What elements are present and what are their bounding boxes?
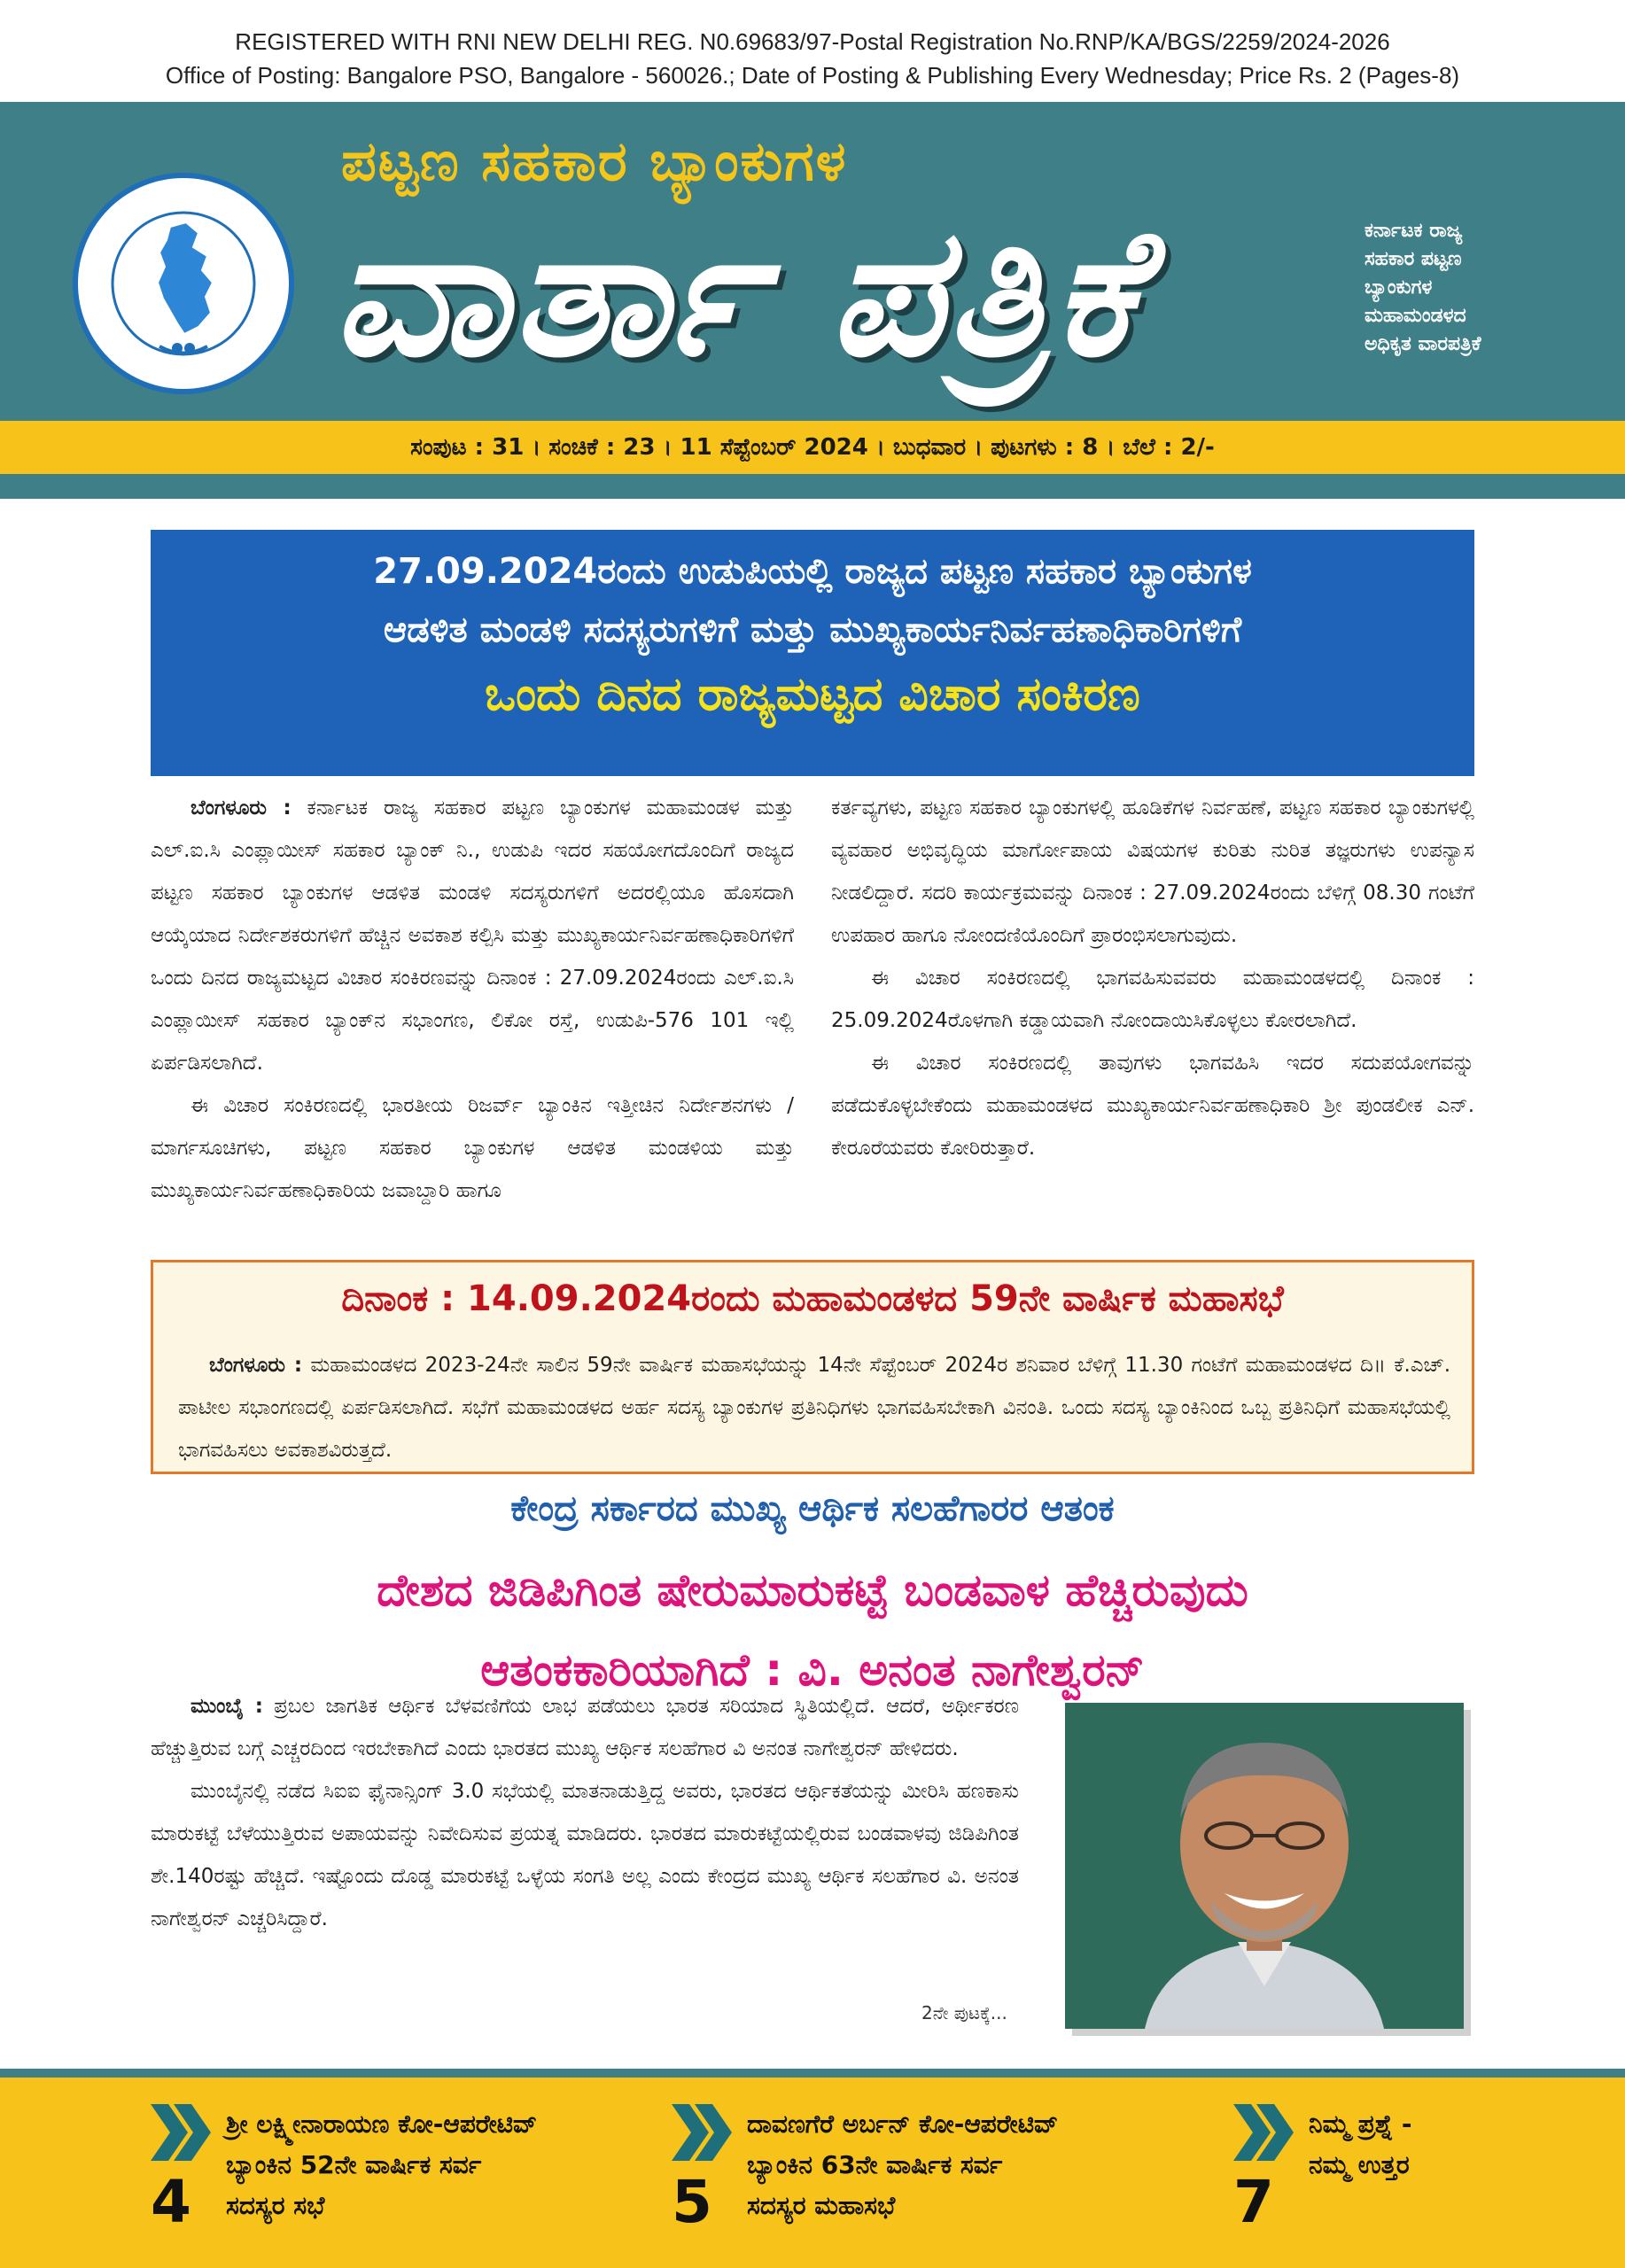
agm-notice-title: ದಿನಾಂಕ : 14.09.2024ರಂದು ಮಹಾಮಂಡಳದ 59ನೇ ವಾರ್ಷಿಕ ಮಹಾಸಭೆ [341,1278,1284,1319]
side-note-line: ಮಹಾಮಂಡಳದ [1365,305,1466,327]
teaser-line: ಬ್ಯಾಂಕಿನ 63ನೇ ವಾರ್ಷಿಕ ಸರ್ವ [747,2150,1003,2179]
federation-seal [73,173,294,394]
teaser-title [747,2104,1058,2226]
article2-paragraph [151,1685,1019,1770]
article1-column-left [151,787,794,1212]
masthead [0,102,1625,421]
teaser-page-number: 4 [151,2168,191,2236]
teaser-page-number: 5 [672,2168,712,2236]
side-note-line: ಸಹಕಾರ ಪಟ್ಟಣ [1365,248,1462,270]
masthead-divider [0,474,1625,499]
teaser-line: ನಿಮ್ಮ ಪ್ರಶ್ನೆ - [1309,2109,1412,2139]
article1-paragraph: ಈ ವಿಚಾರ ಸಂಕಿರಣದಲ್ಲಿ ಭಾರತೀಯ ರಿಜರ್ವ್ ಬ್ಯಾಂಕಿನ ಇತ್ತೀಚಿನ ನಿರ್ದೇಶನಗಳು / ಮಾರ್ಗಸೂಚಿಗಳು, ಪಟ್ಟಣ ಸಹಕಾರ ಬ್ಯಾಂಕುಗಳ ಆಡಳಿತ ಮಂಡಳಿಯ ಮತ್ತು ಮುಖ್ಯಕಾರ್ಯನಿರ್ವಹಣಾಧಿಕಾರಿಯ ಜವಾಬ್ದಾರಿ ಹಾಗೂ [151,1094,794,1202]
teaser-line: ಶ್ರೀ ಲಕ್ಷ್ಮೀನಾರಾಯಣ ಕೋ-ಆಪರೇಟಿವ್ [226,2109,538,2139]
side-note-line: ಬ್ಯಾಂಕುಗಳ [1365,276,1433,299]
teaser-line: ಸದಸ್ಯರ ಮಹಾಸಭೆ [747,2191,896,2220]
lead-headline-box [151,530,1474,776]
article1-paragraph: ಈ ವಿಚಾರ ಸಂಕಿರಣದಲ್ಲಿ ಭಾಗವಹಿಸುವವರು ಮಹಾಮಂಡಳದಲ್ಲಿ ದಿನಾಂಕ : 25.09.2024ರೊಳಗಾಗಿ ಕಡ್ಡಾಯವಾಗಿ ನೋಂದಾಯಿಸಿಕೊಳ್ಳಲು ಕೋರಲಾಗಿದೆ. [831,967,1474,1032]
side-note-line: ಅಧಿಕೃತ ವಾರಪತ್ರಿಕೆ [1365,333,1481,355]
article1-paragraph [151,787,794,1084]
karnataka-map-icon [78,178,289,389]
teaser-title [1309,2104,1412,2186]
teaser-page-number: 7 [1233,2168,1274,2236]
masthead-kicker: ಪಟ್ಟಣ ಸಹಕಾರ ಬ್ಯಾಂಕುಗಳ [341,128,848,193]
teaser-line: ನಮ್ಮ ಉತ್ತರ [1309,2150,1410,2179]
agm-notice-body [178,1344,1450,1472]
chevron-right-icon [151,2104,213,2161]
article2-dateline: ಮುಂಬೈ : [190,1695,263,1718]
article1-dateline: ಬೆಂಗಳೂರು : [190,796,292,819]
registration-line-2: Office of Posting: Bangalore PSO, Bangalore - 560026.; Date of Posting & Publishing Every Wednesday; Price Rs. 2 (Pages-8) [165,62,1460,89]
side-note-line: ಕರ್ನಾಟಕ ರಾಜ್ಯ [1365,220,1463,242]
registration-line-1: REGISTERED WITH RNI NEW DELHI REG. N0.69683/97-Postal Registration No.RNP/KA/BGS/2259/2024-2026 [235,28,1390,55]
continued-on-page-link[interactable]: 2ನೇ ಪುಟಕ್ಕೆ... [921,2002,1007,2023]
chevron-right-icon [1233,2104,1295,2161]
lead-headline-line-1: 27.09.2024ರಂದು ಉಡುಪಿಯಲ್ಲಿ ರಾಜ್ಯದ ಪಟ್ಟಣ ಸಹಕಾರ ಬ್ಯಾಂಕುಗಳ [373,551,1252,592]
portrait-photo [1065,1703,1464,2029]
lead-headline-line-2: ಆಡಳಿತ ಮಂಡಳಿ ಸದಸ್ಯರುಗಳಿಗೆ ಮತ್ತು ಮುಖ್ಯಕಾರ್ಯನಿರ್ವಹಣಾಧಿಕಾರಿಗಳಿಗೆ [383,610,1242,650]
teaser-line: ಸದಸ್ಯರ ಸಭೆ [226,2191,325,2220]
lead-headline-line-3: ಒಂದು ದಿನದ ರಾಜ್ಯಮಟ್ಟದ ವಿಚಾರ ಸಂಕಿರಣ [485,668,1140,721]
issue-dateline: ಸಂಪುಟ : 31 । ಸಂಚಿಕೆ : 23 । 11 ಸೆಪ್ಟೆಂಬರ್ 2024 । ಬುಧವಾರ । ಪುಟಗಳು : 8 । ಬೆಲೆ : 2/- [0,421,1625,474]
portrait-icon [1065,1703,1464,2029]
masthead-title: ವಾರ್ತಾ ಪತ್ರಿಕೆ [332,188,1142,396]
article2-headline-line-1: ದೇಶದ ಜಿಡಿಪಿಗಿಂತ ಷೇರುಮಾರುಕಟ್ಟೆ ಬಂಡವಾಳ ಹೆಚ್ಚಿರುವುದು [377,1565,1248,1616]
agm-notice-box [151,1260,1474,1474]
footer-divider [0,2069,1625,2078]
registration-info [0,25,1625,92]
agm-notice-dateline: ಬೆಂಗಳೂರು : [209,1354,303,1377]
article1-column-right [831,787,1474,1169]
article2-kicker: ಕೇಂದ್ರ ಸರ್ಕಾರದ ಮುಖ್ಯ ಆರ್ಥಿಕ ಸಲಹೆಗಾರರ ಆತಂಕ [510,1488,1115,1529]
masthead-side-note [1365,217,1577,359]
teaser-line: ಬ್ಯಾಂಕಿನ 52ನೇ ವಾರ್ಷಿಕ ಸರ್ವ [226,2150,482,2179]
teaser-title [226,2104,537,2226]
article2-headline-line-2: ಆತಂಕಕಾರಿಯಾಗಿದೆ : ವಿ. ಅನಂತ ನಾಗೇಶ್ವರನ್ [480,1644,1145,1696]
teaser-line: ದಾವಣಗೆರೆ ಅರ್ಬನ್ ಕೋ-ಆಪರೇಟಿವ್ [747,2109,1059,2139]
agm-notice-text: ಮಹಾಮಂಡಳದ 2023-24ನೇ ಸಾಲಿನ 59ನೇ ವಾರ್ಷಿಕ ಮಹಾಸಭೆಯನ್ನು 14ನೇ ಸೆಪ್ಟೆಂಬರ್ 2024ರ ಶನಿವಾರ ಬೆಳಿಗ್ಗೆ 11.30 ಗಂಟೆಗೆ ಮಹಾಮಂಡಳದ ದಿ॥ ಕೆ.ಎಚ್. ಪಾಟೀಲ ಸಭಾಂಗಣದಲ್ಲಿ ಏರ್ಪಡಿಸಲಾಗಿದೆ. ಸಭೆಗೆ ಮಹಾಮಂಡಳದ ಅರ್ಹ ಸದಸ್ಯ ಬ್ಯಾಂಕುಗಳ ಪ್ರತಿನಿಧಿಗಳು ಭಾಗವಹಿಸಬೇಕಾಗಿ ವಿನಂತಿ. ಒಂದು ಸದಸ್ಯ ಬ್ಯಾಂಕಿನಿಂದ ಒಬ್ಬ ಪ್ರತಿನಿಧಿಗೆ ಮಹಾಸಭೆಯಲ್ಲಿ ಭಾಗವಹಿಸಲು ಅವಕಾಶವಿರುತ್ತದೆ. [178,1354,1451,1462]
inside-pages-footer [0,2078,1625,2268]
article2-p1: ಪ್ರಬಲ ಜಾಗತಿಕ ಆರ್ಥಿಕ ಬೆಳವಣಿಗೆಯ ಲಾಭ ಪಡೆಯಲು ಭಾರತ ಸರಿಯಾದ ಸ್ಥಿತಿಯಲ್ಲಿದೆ. ಆದರೆ, ಅರ್ಥೀಕರಣ ಹೆಚ್ಚುತ್ತಿರುವ ಬಗ್ಗೆ ಎಚ್ಚರದಿಂದ ಇರಬೇಕಾಗಿದೆ ಎಂದು ಭಾರತದ ಮುಖ್ಯ ಆರ್ಥಿಕ ಸಲಹೆಗಾರ ವಿ ಅನಂತ ನಾಗೇಶ್ವರನ್ ಹೇಳಿದರು. [151,1695,1020,1760]
article1-paragraph: ಈ ವಿಚಾರ ಸಂಕಿರಣದಲ್ಲಿ ತಾವುಗಳು ಭಾಗವಹಿಸಿ ಇದರ ಸದುಪಯೋಗವನ್ನು ಪಡೆದುಕೊಳ್ಳಬೇಕೆಂದು ಮಹಾಮಂಡಳದ ಮುಖ್ಯಕಾರ್ಯನಿರ್ವಹಣಾಧಿಕಾರಿ ಶ್ರೀ ಪುಂಡಲೀಕ ಎನ್. ಕೇರೂರೆಯವರು ಕೋರಿರುತ್ತಾರೆ. [831,1052,1474,1160]
article2-column [151,1685,1019,1940]
chevron-right-icon [672,2104,734,2161]
article1-paragraph: ಕರ್ತವ್ಯಗಳು, ಪಟ್ಟಣ ಸಹಕಾರ ಬ್ಯಾಂಕುಗಳಲ್ಲಿ ಹೂಡಿಕೆಗಳ ನಿರ್ವಹಣೆ, ಪಟ್ಟಣ ಸಹಕಾರ ಬ್ಯಾಂಕುಗಳಲ್ಲಿ ವ್ಯವಹಾರ ಅಭಿವೃದ್ಧಿಯ ಮಾರ್ಗೋಪಾಯ ವಿಷಯಗಳ ಕುರಿತು ನುರಿತ ತಜ್ಞರುಗಳು ಉಪನ್ಯಾಸ ನೀಡಲಿದ್ದಾರೆ. ಸದರಿ ಕಾರ್ಯಕ್ರಮವನ್ನು ದಿನಾಂಕ : 27.09.2024ರಂದು ಬೆಳಿಗ್ಗೆ 08.30 ಗಂಟೆಗೆ ಉಪಹಾರ ಹಾಗೂ ನೋಂದಣಿಯೊಂದಿಗೆ ಪ್ರಾರಂಭಿಸಲಾಗುವುದು. [831,796,1474,947]
article2-paragraph: ಮುಂಬೈನಲ್ಲಿ ನಡೆದ ಸಿಐಐ ಫೈನಾನ್ಸಿಂಗ್ 3.0 ಸಭೆಯಲ್ಲಿ ಮಾತನಾಡುತ್ತಿದ್ದ ಅವರು, ಭಾರತದ ಆರ್ಥಿಕತೆಯನ್ನು ಮೀರಿಸಿ ಹಣಕಾಸು ಮಾರುಕಟ್ಟೆ ಬೆಳೆಯುತ್ತಿರುವ ಅಪಾಯವನ್ನು ನಿವೇದಿಸುವ ಪ್ರಯತ್ನ ಮಾಡಿದರು. ಭಾರತದ ಮಾರುಕಟ್ಟೆಯಲ್ಲಿರುವ ಬಂಡವಾಳವು ಜಿಡಿಪಿಗಿಂತ ಶೇ.140ರಷ್ಟು ಹೆಚ್ಚಿದೆ. ಇಷ್ಟೊಂದು ದೊಡ್ಡ ಮಾರುಕಟ್ಟೆ ಒಳ್ಳೆಯ ಸಂಗತಿ ಅಲ್ಲ ಎಂದು ಕೇಂದ್ರದ ಮುಖ್ಯ ಆರ್ಥಿಕ ಸಲಹೆಗಾರ ವಿ. ಅನಂತ ನಾಗೇಶ್ವರನ್ ಎಚ್ಚರಿಸಿದ್ದಾರೆ. [151,1780,1019,1930]
article1-p1: ಕರ್ನಾಟಕ ರಾಜ್ಯ ಸಹಕಾರ ಪಟ್ಟಣ ಬ್ಯಾಂಕುಗಳ ಮಹಾಮಂಡಳ ಮತ್ತು ಎಲ್.ಐ.ಸಿ ಎಂಪ್ಲಾಯೀಸ್ ಸಹಕಾರ ಬ್ಯಾಂಕ್ ನಿ., ಉಡುಪಿ ಇದರ ಸಹಯೋಗದೊಂದಿಗೆ ರಾಜ್ಯದ ಪಟ್ಟಣ ಸಹಕಾರ ಬ್ಯಾಂಕುಗಳ ಆಡಳಿತ ಮಂಡಳಿ ಸದಸ್ಯರುಗಳಿಗೆ ಅದರಲ್ಲಿಯೂ ಹೊಸದಾಗಿ ಆಯ್ಕೆಯಾದ ನಿರ್ದೇಶಕರುಗಳಿಗೆ ಹೆಚ್ಚಿನ ಅವಕಾಶ ಕಲ್ಪಿಸಿ ಮತ್ತು ಮುಖ್ಯಕಾರ್ಯನಿರ್ವಹಣಾಧಿಕಾರಿಗಳಿಗೆ ಒಂದು ದಿನದ ರಾಜ್ಯಮಟ್ಟದ ವಿಚಾರ ಸಂಕಿರಣವನ್ನು ದಿನಾಂಕ : 27.09.2024ರಂದು ಎಲ್.ಐ.ಸಿ ಎಂಪ್ಲಾಯೀಸ್ ಸಹಕಾರ ಬ್ಯಾಂಕ್‌ನ ಸಭಾಂಗಣ, ಲಿಕೋ ರಸ್ತೆ, ಉಡುಪಿ-576 101 ಇಲ್ಲಿ ಏರ್ಪಡಿಸಲಾಗಿದೆ. [151,796,794,1075]
